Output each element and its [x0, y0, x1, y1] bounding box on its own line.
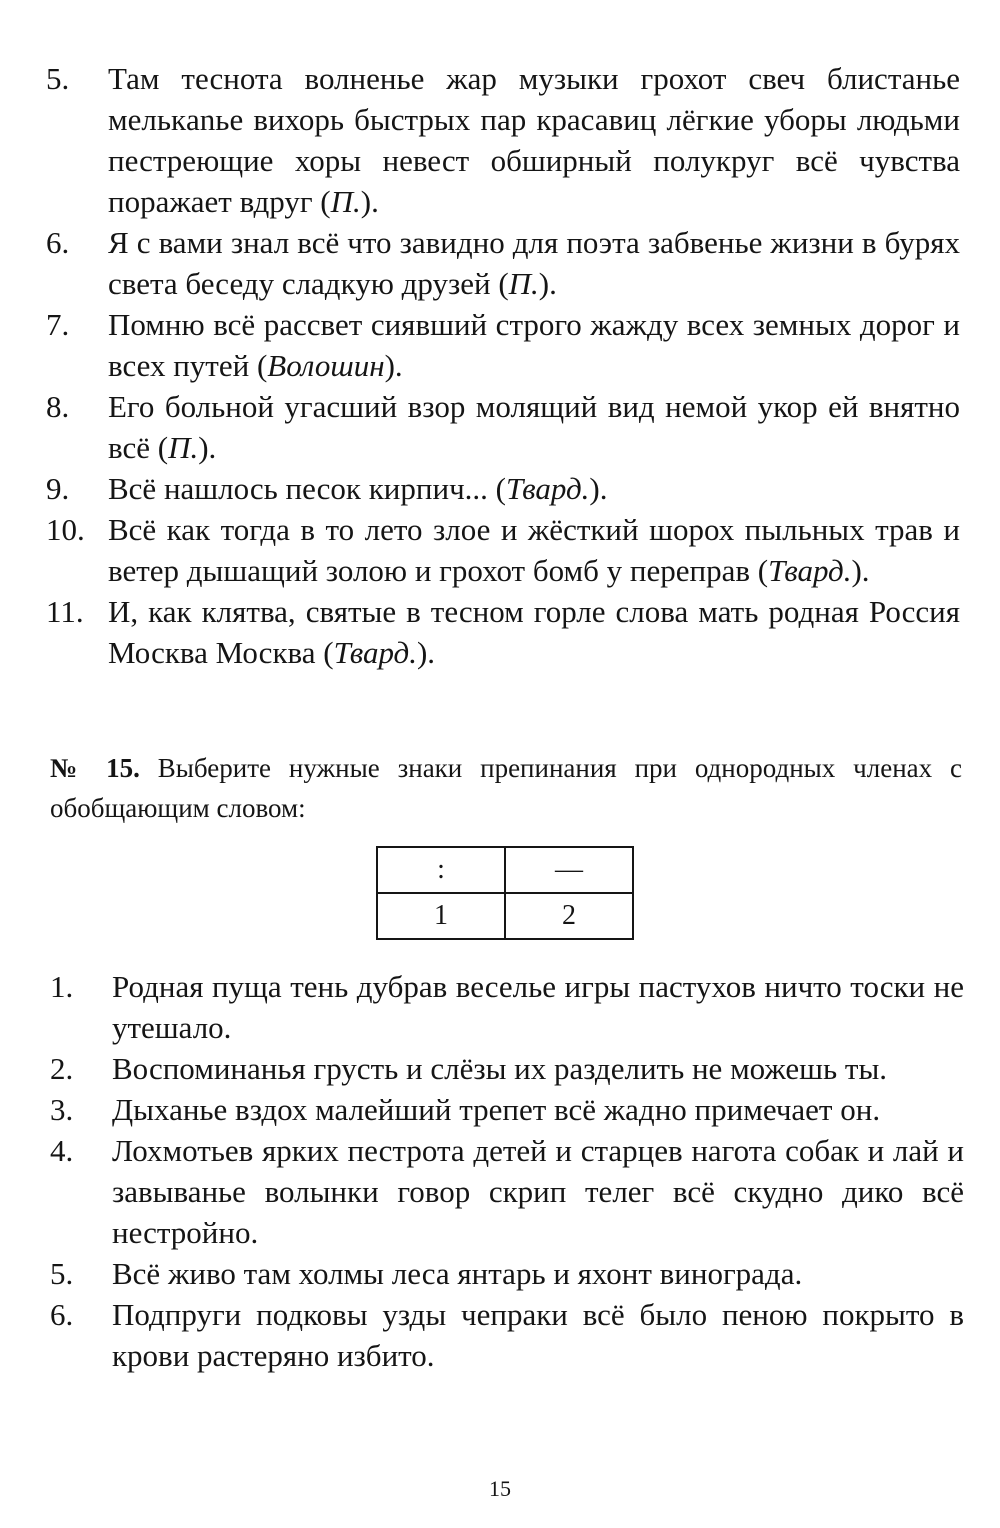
list-item — [0, 304, 1000, 386]
item-number: 6. — [50, 1297, 74, 1332]
list-item — [0, 222, 1000, 304]
item-text: Я с вами знал всё что завидно для поэта забвенье жизни в бурях света беседу сладкую друзей (П.). — [108, 225, 960, 301]
item-text: Дыханье вздох малейший трепет всё жадно примечает он. — [112, 1092, 881, 1127]
list-item — [0, 1130, 1000, 1253]
item-number: 9. — [46, 471, 70, 506]
item-number: 2. — [50, 1051, 74, 1086]
table-cell: 1 — [377, 893, 505, 939]
item-text: Всё живо там холмы леса янтарь и яхонт винограда. — [112, 1256, 803, 1291]
item-text: Воспоминанья грусть и слёзы их разделить не можешь ты. — [112, 1051, 888, 1086]
item-number: 6. — [46, 225, 70, 260]
list-item — [0, 58, 1000, 222]
table-row — [377, 847, 633, 893]
citation: П. — [508, 266, 539, 301]
item-text: И, как клятва, святые в тесном горле слова мать родная Россия Москва Москва (Твард.). — [108, 594, 960, 670]
item-number: 4. — [50, 1133, 74, 1168]
item-number: 7. — [46, 307, 70, 342]
list-item — [0, 468, 1000, 509]
citation: Твард. — [768, 553, 852, 588]
item-text: Всё нашлось песок кирпич... (Твард.). — [108, 471, 608, 506]
item-text: Лохмотьев ярких пестрота детей и старцев нагота собак и лай и завыванье волынки говор скрип телег всё скудно дико всё нестройно. — [112, 1133, 964, 1250]
item-number: 5. — [50, 1256, 74, 1291]
list-item — [0, 1294, 1000, 1376]
page-number: 15 — [489, 1476, 511, 1501]
item-number: 5. — [46, 61, 70, 96]
list-item — [0, 591, 1000, 673]
item-number: 8. — [46, 389, 70, 424]
item-text: Всё как тогда в то лето злое и жёсткий шорох пыльных трав и ветер дышащий золою и грохот бомб у переправ (Твард.). — [108, 512, 960, 588]
table-cell: — — [505, 847, 633, 893]
citation: Твард. — [333, 635, 417, 670]
table-row — [377, 893, 633, 939]
item-text: Там теснота волненье жар музыки грохот свеч блистанье мелькanье вихорь быстрых пар красавиц лёгкие уборы людьми пестреющие хоры невест обширный полукруг всё чувства поражает вдруг (П.). — [108, 61, 960, 219]
list-item — [0, 1253, 1000, 1294]
item-number: 3. — [50, 1092, 74, 1127]
item-text: Подпруги подковы узды чепраки всё было пеною покрыто в крови растеряно избито. — [112, 1297, 964, 1373]
table-cell: 2 — [505, 893, 633, 939]
table-cell: : — [377, 847, 505, 893]
list-item — [0, 386, 1000, 468]
item-text: Помню всё рассвет сиявший строго жажду всех земных дорог и всех путей (Волошин). — [108, 307, 960, 383]
item-text: Родная пуща тень дубрав веселье игры пастухов ничто тоски не утешало. — [112, 969, 964, 1045]
exercise-instruction: Выберите нужные знаки препинания при однородных членах с обобщающим словом: — [50, 753, 962, 823]
citation: Твард. — [506, 471, 590, 506]
citation: Волошин — [267, 348, 385, 383]
citation: П. — [330, 184, 361, 219]
list-item — [0, 1089, 1000, 1130]
item-number: 11. — [46, 594, 84, 629]
item-number: 1. — [50, 969, 74, 1004]
item-number: 10. — [46, 512, 85, 547]
exercise-list-previous — [0, 58, 1000, 673]
list-item — [0, 1048, 1000, 1089]
exercise-number: № 15. — [50, 753, 140, 783]
exercise-task — [50, 748, 962, 828]
list-item — [0, 966, 1000, 1048]
answer-key-table — [376, 846, 634, 940]
list-item — [0, 509, 1000, 591]
item-text: Его больной угасший взор молящий вид немой укор ей внятно всё (П.). — [108, 389, 960, 465]
citation: П. — [168, 430, 199, 465]
exercise-list-15 — [0, 966, 1000, 1376]
